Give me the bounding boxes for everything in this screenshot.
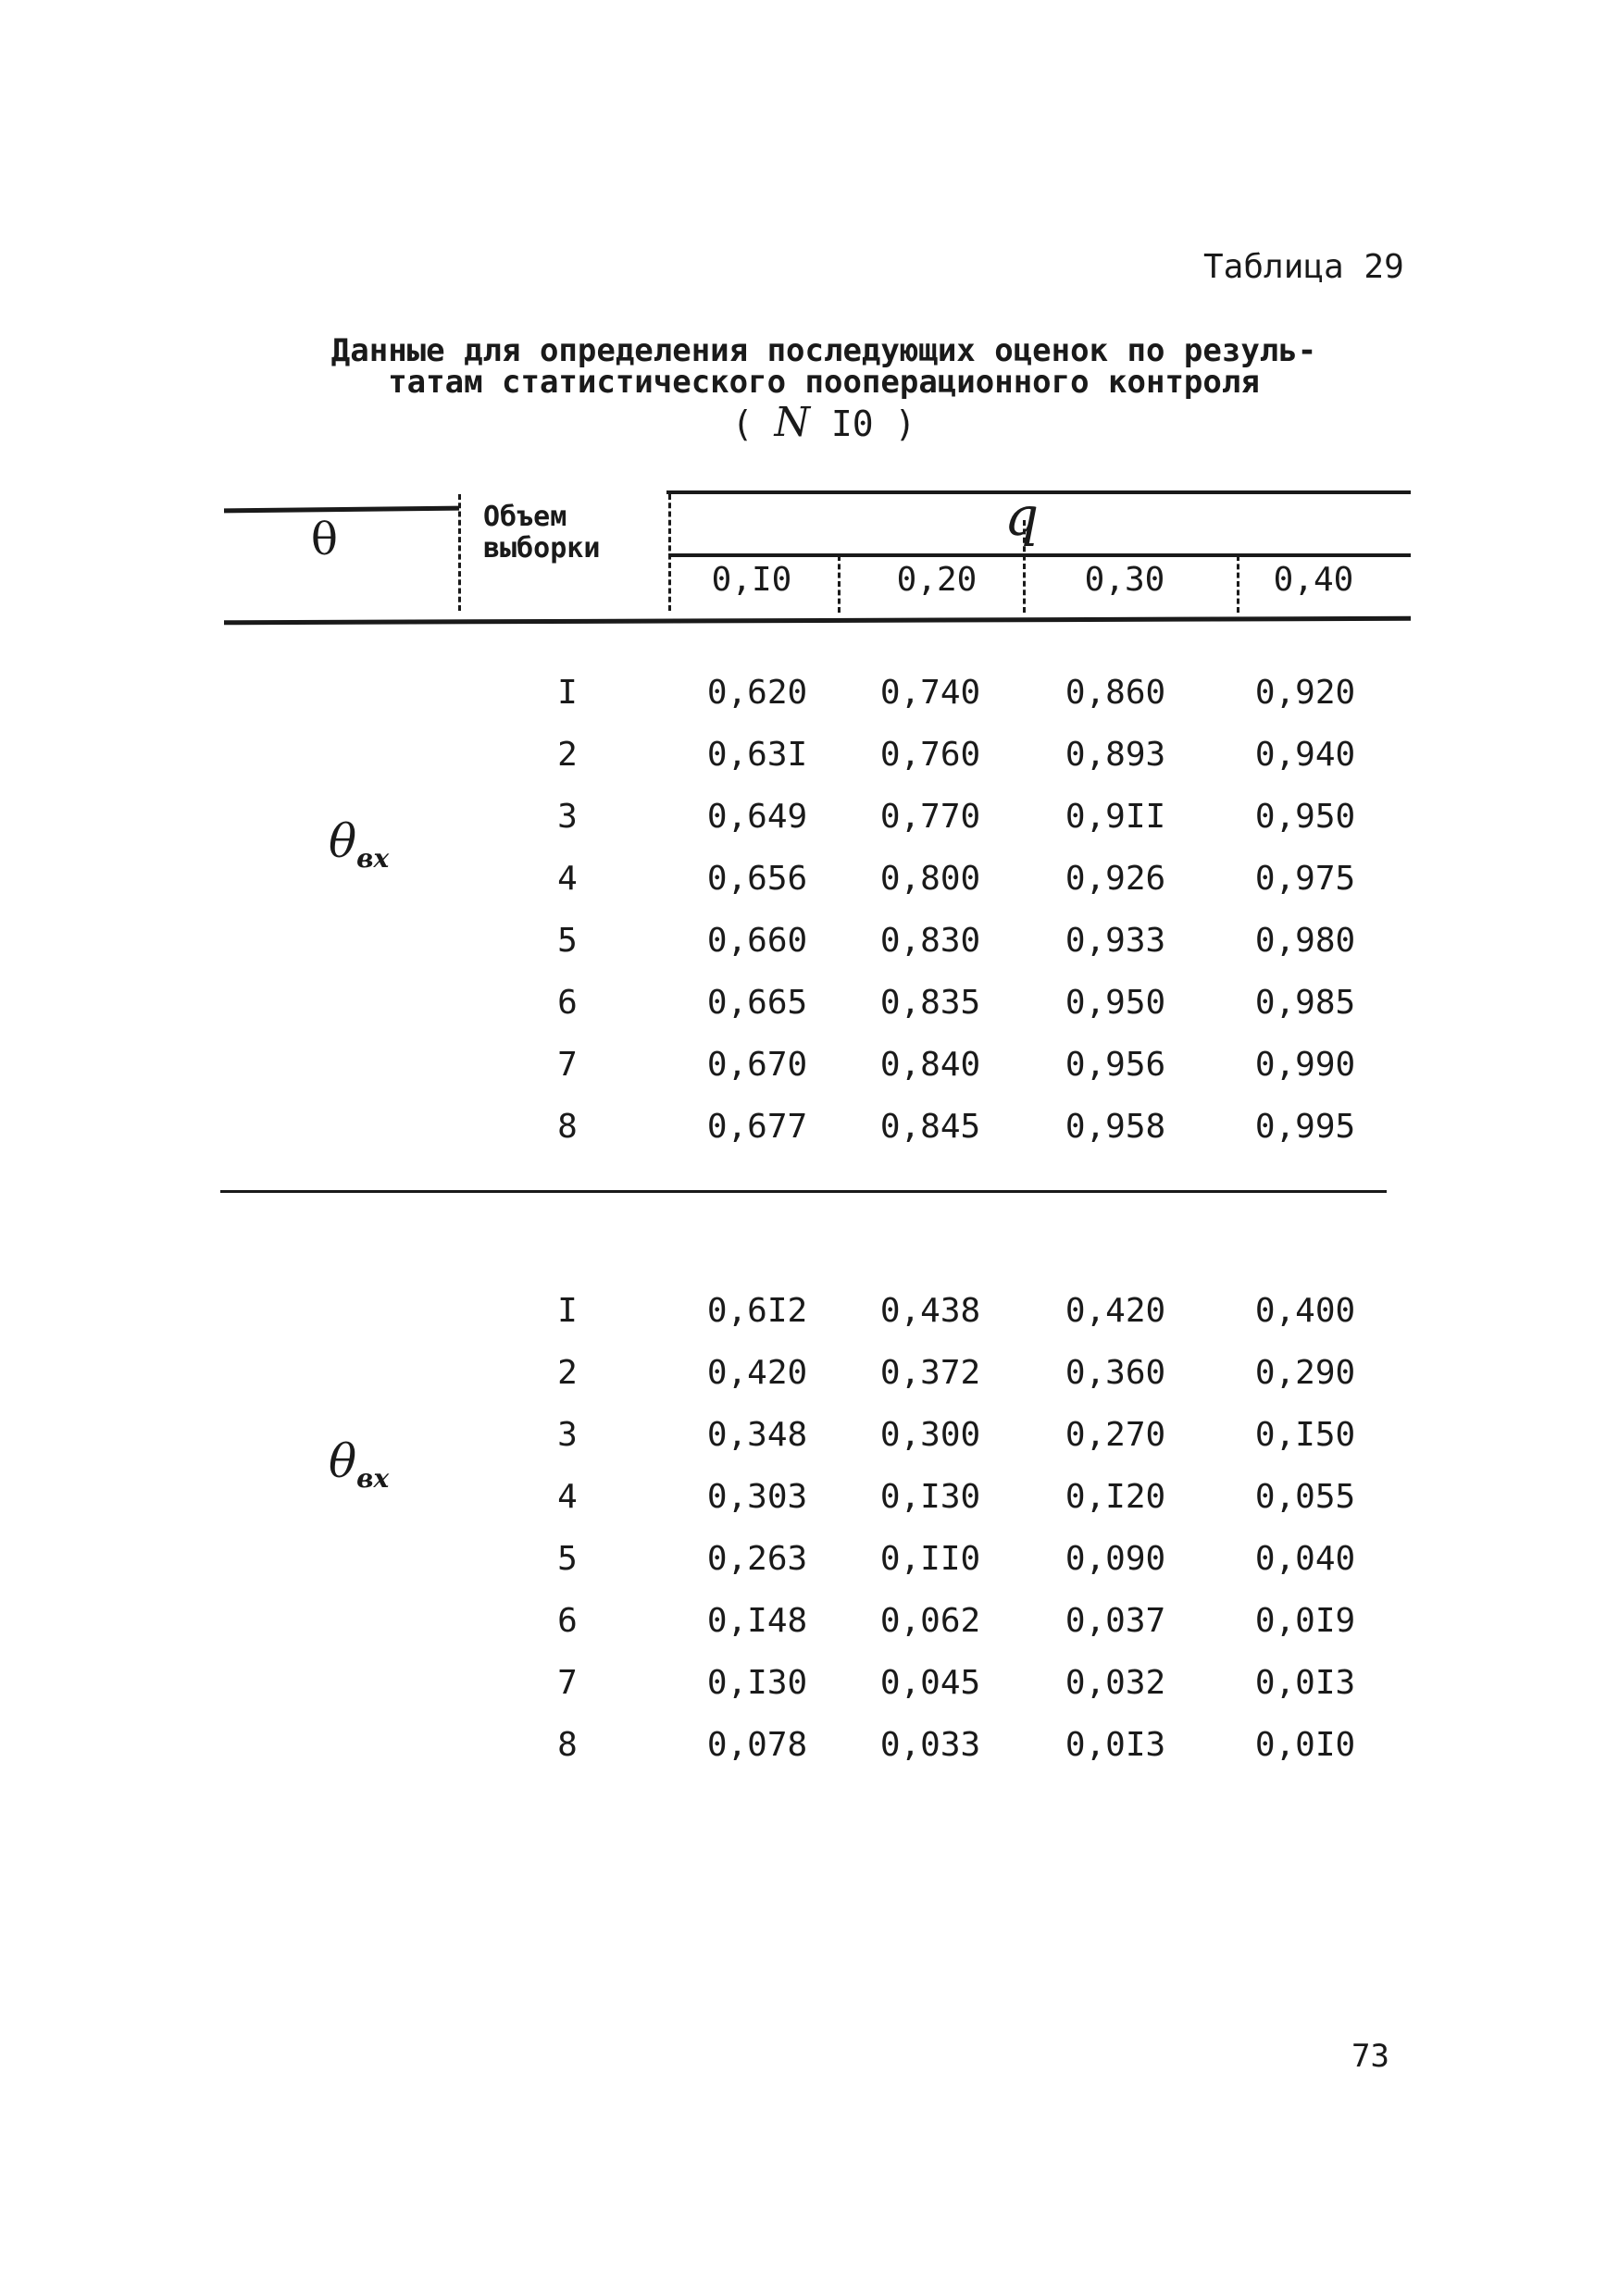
group-2-theta-letter: θ [329, 1434, 357, 1488]
volume-column-divider [668, 494, 671, 611]
value-cell: 0,860 [1065, 674, 1166, 712]
sample-volume-cell: 5 [557, 1540, 578, 1578]
value-cell: 0,040 [1254, 1540, 1356, 1578]
group-1-theta-letter: θ [329, 814, 357, 868]
q-value-header: 0,30 [1084, 561, 1165, 599]
value-cell: 0,033 [879, 1726, 981, 1764]
group-2-theta-symbol [329, 1434, 389, 1494]
value-cell: 0,032 [1065, 1664, 1166, 1702]
value-cell: 0,372 [879, 1354, 981, 1392]
value-cell: 0,090 [1065, 1540, 1166, 1578]
value-cell: 0,062 [879, 1602, 981, 1640]
value-cell: 0,980 [1254, 922, 1356, 960]
sample-volume-cell: 8 [557, 1108, 578, 1146]
value-cell: 0,800 [879, 860, 981, 898]
value-cell: 0,940 [1254, 736, 1356, 774]
value-cell: 0,845 [879, 1108, 981, 1146]
value-cell: 0,0I0 [1254, 1726, 1356, 1764]
value-cell: 0,438 [879, 1292, 981, 1330]
value-cell: 0,I48 [706, 1602, 808, 1640]
value-cell: 0,665 [706, 984, 808, 1022]
value-cell: 0,420 [706, 1354, 808, 1392]
value-cell: 0,985 [1254, 984, 1356, 1022]
table-caption-line-1: Данные для определения последующих оценок по резуль- [330, 332, 1317, 369]
q-column-divider-1 [838, 555, 841, 613]
table-caption-line-2: татам статистического пооперационного контроля [388, 364, 1260, 401]
value-cell: 0,078 [706, 1726, 808, 1764]
sample-volume-header-line-2: выборки [483, 532, 601, 565]
value-cell: 0,958 [1065, 1108, 1166, 1146]
sample-volume-cell: 6 [557, 1602, 578, 1640]
group-2-theta-subscript: вх [356, 1463, 390, 1494]
q-column-divider-3 [1237, 555, 1239, 613]
value-cell: 0,63I [706, 736, 808, 774]
header-bottom-rule [224, 616, 1411, 625]
value-cell: 0,303 [706, 1478, 808, 1516]
value-cell: 0,770 [879, 798, 981, 836]
value-cell: 0,263 [706, 1540, 808, 1578]
sample-volume-cell: 2 [557, 1354, 578, 1392]
value-cell: 0,I30 [706, 1664, 808, 1702]
value-cell: 0,045 [879, 1664, 981, 1702]
q-value-header: 0,40 [1273, 561, 1354, 599]
group-separator-rule [220, 1190, 1387, 1193]
value-cell: 0,037 [1065, 1602, 1166, 1640]
sample-volume-cell: 5 [557, 922, 578, 960]
value-cell: 0,956 [1065, 1046, 1166, 1084]
sample-volume-cell: 4 [557, 1478, 578, 1516]
sample-volume-cell: 7 [557, 1664, 578, 1702]
q-header-symbol: q [1004, 485, 1040, 548]
table-caption-line-3 [278, 399, 1370, 446]
q-value-header: 0,I0 [711, 561, 792, 599]
table-label: Таблица 29 [1203, 248, 1404, 286]
value-cell: 0,348 [706, 1416, 808, 1454]
page-number: 73 [1351, 2038, 1389, 2075]
value-cell: 0,6I2 [706, 1292, 808, 1330]
value-cell: 0,420 [1065, 1292, 1166, 1330]
value-cell: 0,990 [1254, 1046, 1356, 1084]
caption-n-symbol: N [774, 399, 810, 446]
value-cell: 0,830 [879, 922, 981, 960]
q-value-header: 0,20 [896, 561, 978, 599]
value-cell: 0,055 [1254, 1478, 1356, 1516]
sample-volume-cell: 2 [557, 736, 578, 774]
value-cell: 0,995 [1254, 1108, 1356, 1146]
value-cell: 0,620 [706, 674, 808, 712]
value-cell: 0,360 [1065, 1354, 1166, 1392]
value-cell: 0,300 [879, 1416, 981, 1454]
value-cell: 0,933 [1065, 922, 1166, 960]
value-cell: 0,656 [706, 860, 808, 898]
group-1-theta-subscript: вх [356, 843, 390, 874]
sample-volume-cell: I [557, 674, 578, 712]
value-cell: 0,920 [1254, 674, 1356, 712]
value-cell: 0,660 [706, 922, 808, 960]
sample-volume-header-line-1: Объем [483, 501, 567, 533]
value-cell: 0,I20 [1065, 1478, 1166, 1516]
value-cell: 0,9II [1065, 798, 1166, 836]
value-cell: 0,950 [1254, 798, 1356, 836]
value-cell: 0,893 [1065, 736, 1166, 774]
theta-column-divider [458, 494, 461, 611]
value-cell: 0,926 [1065, 860, 1166, 898]
value-cell: 0,740 [879, 674, 981, 712]
value-cell: 0,670 [706, 1046, 808, 1084]
sample-volume-header [483, 502, 600, 565]
group-1-theta-symbol [329, 814, 389, 874]
value-cell: 0,0I9 [1254, 1602, 1356, 1640]
caption-open-paren: ( [731, 403, 775, 444]
value-cell: 0,0I3 [1254, 1664, 1356, 1702]
sample-volume-cell: 6 [557, 984, 578, 1022]
value-cell: 0,760 [879, 736, 981, 774]
value-cell: 0,840 [879, 1046, 981, 1084]
q-subheader-rule [668, 553, 1411, 557]
value-cell: 0,975 [1254, 860, 1356, 898]
value-cell: 0,270 [1065, 1416, 1166, 1454]
value-cell: 0,I50 [1254, 1416, 1356, 1454]
sample-volume-cell: 7 [557, 1046, 578, 1084]
caption-n-value: I0 ) [809, 403, 916, 444]
sample-volume-cell: 4 [557, 860, 578, 898]
header-top-rule-left [224, 506, 459, 514]
value-cell: 0,649 [706, 798, 808, 836]
value-cell: 0,400 [1254, 1292, 1356, 1330]
sample-volume-cell: 8 [557, 1726, 578, 1764]
value-cell: 0,I30 [879, 1478, 981, 1516]
value-cell: 0,II0 [879, 1540, 981, 1578]
value-cell: 0,950 [1065, 984, 1166, 1022]
value-cell: 0,0I3 [1065, 1726, 1166, 1764]
value-cell: 0,290 [1254, 1354, 1356, 1392]
sample-volume-cell: I [557, 1292, 578, 1330]
value-cell: 0,677 [706, 1108, 808, 1146]
value-cell: 0,835 [879, 984, 981, 1022]
sample-volume-cell: 3 [557, 798, 578, 836]
sample-volume-cell: 3 [557, 1416, 578, 1454]
theta-column-header: θ [311, 514, 338, 565]
